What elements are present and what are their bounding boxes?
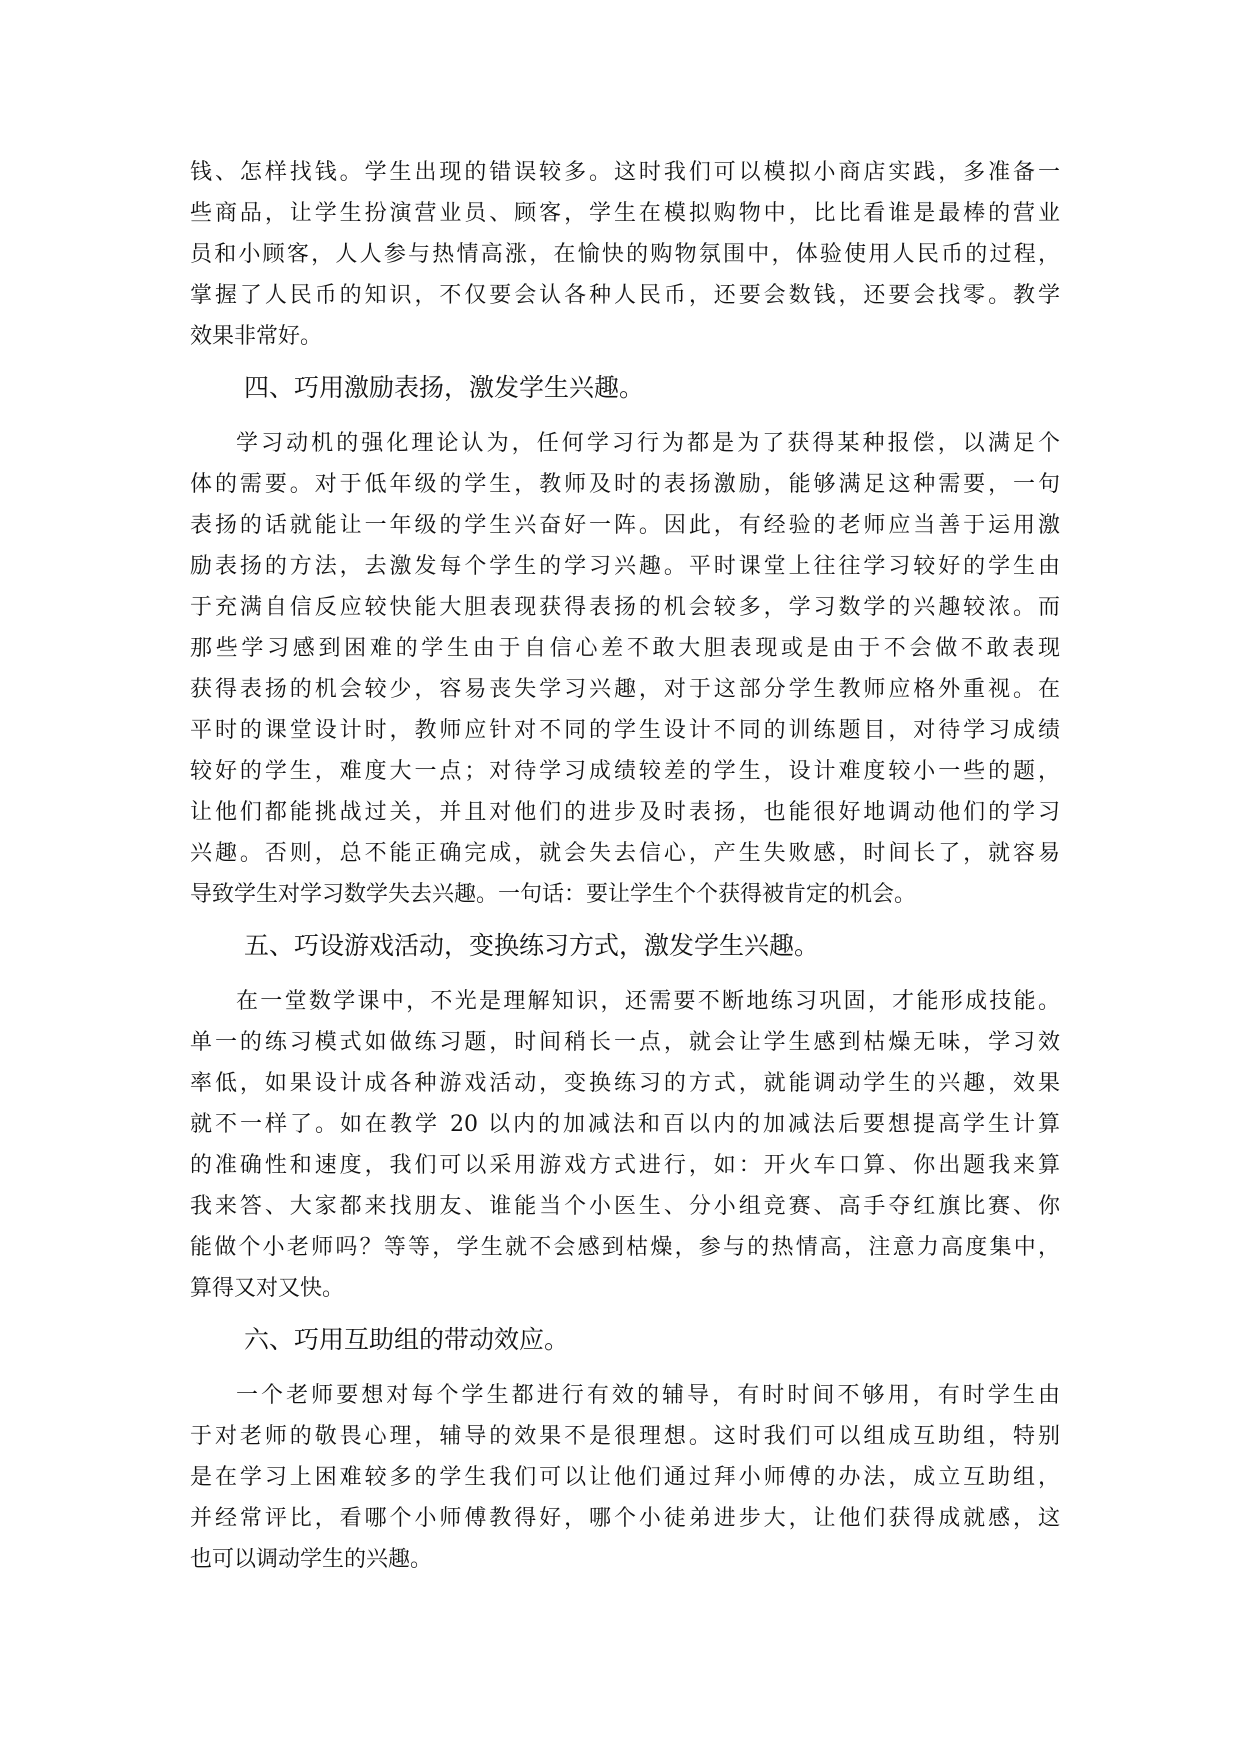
- text-line: 兴趣。否则，总不能正确完成，就会失去信心，产生失败感，时间长了，就容易: [190, 841, 1060, 866]
- text-line: 的准确性和速度，我们可以采用游戏方式进行，如：开火车口算、你出题我来算: [190, 1153, 1060, 1178]
- text-line: 表扬的话就能让一年级的学生兴奋好一阵。因此，有经验的老师应当善于运用激: [190, 513, 1060, 538]
- text-line: 能做个小老师吗？等等，学生就不会感到枯燥，参与的热情高，注意力高度集中，: [190, 1235, 1060, 1260]
- text-line: 于对老师的敬畏心理，辅导的效果不是很理想。这时我们可以组成互助组，特别: [190, 1424, 1060, 1449]
- text-line: 较好的学生，难度大一点；对待学习成绩较差的学生，设计难度较小一些的题，: [190, 759, 1060, 784]
- paragraph-mutual-help: [190, 1375, 1060, 1580]
- text-line: 一个老师要想对每个学生都进行有效的辅导，有时时间不够用，有时学生由: [236, 1383, 1060, 1408]
- section-heading-praise: 四、巧用激励表扬，激发学生兴趣。: [244, 373, 645, 402]
- text-line: 效果非常好。: [190, 324, 323, 349]
- text-line: 在一堂数学课中，不光是理解知识，还需要不断地练习巩固，才能形成技能。: [236, 989, 1060, 1014]
- section-heading-games: 五、巧设游戏活动，变换练习方式，激发学生兴趣。: [244, 931, 820, 960]
- text-line: 单一的练习模式如做练习题，时间稍长一点，就会让学生感到枯燥无味，学习效: [190, 1030, 1060, 1055]
- text-line: 那些学习感到困难的学生由于自信心差不敢大胆表现或是由于不会做不敢表现: [190, 636, 1060, 661]
- text-line: 学习动机的强化理论认为，任何学习行为都是为了获得某种报偿，以满足个: [236, 431, 1060, 456]
- paragraph-praise: [190, 423, 1060, 915]
- text-line: 获得表扬的机会较少，容易丧失学习兴趣，对于这部分学生教师应格外重视。在: [190, 677, 1060, 702]
- text-line: 掌握了人民币的知识，不仅要会认各种人民币，还要会数钱，还要会找零。教学: [190, 283, 1060, 308]
- text-line: 些商品，让学生扮演营业员、顾客，学生在模拟购物中，比比看谁是最棒的营业: [190, 201, 1060, 226]
- text-line: 我来答、大家都来找朋友、谁能当个小医生、分小组竞赛、高手夺红旗比赛、你: [190, 1194, 1060, 1219]
- text-line: 于充满自信反应较快能大胆表现获得表扬的机会较多，学习数学的兴趣较浓。而: [190, 595, 1060, 620]
- text-line: 员和小顾客，人人参与热情高涨，在愉快的购物氛围中，体验使用人民币的过程，: [190, 242, 1060, 267]
- text-line: 算得又对又快。: [190, 1276, 345, 1301]
- text-line: 就不一样了。如在教学 20 以内的加减法和百以内的加减法后要想提高学生计算: [190, 1112, 1060, 1137]
- section-heading-mutual-help: 六、巧用互助组的带动效应。: [244, 1325, 570, 1354]
- text-line: 体的需要。对于低年级的学生，教师及时的表扬激励，能够满足这种需要，一句: [190, 472, 1060, 497]
- text-line: 让他们都能挑战过关，并且对他们的进步及时表扬，也能很好地调动他们的学习: [190, 800, 1060, 825]
- paragraph-games: [190, 981, 1060, 1309]
- text-line: 率低，如果设计成各种游戏活动，变换练习的方式，就能调动学生的兴趣，效果: [190, 1071, 1060, 1096]
- text-line: 是在学习上困难较多的学生我们可以让他们通过拜小师傅的办法，成立互助组，: [190, 1465, 1060, 1490]
- text-line: 平时的课堂设计时，教师应针对不同的学生设计不同的训练题目，对待学习成绩: [190, 718, 1060, 743]
- text-line: 励表扬的方法，去激发每个学生的学习兴趣。平时课堂上往往学习较好的学生由: [190, 554, 1060, 579]
- paragraph-renminbi-practice: [190, 152, 1060, 357]
- text-line: 导致学生对学习数学失去兴趣。一句话：要让学生个个获得被肯定的机会。: [190, 882, 917, 907]
- text-line: 也可以调动学生的兴趣。: [190, 1547, 433, 1572]
- text-line: 钱、怎样找钱。学生出现的错误较多。这时我们可以模拟小商店实践，多准备一: [190, 160, 1060, 185]
- text-line: 并经常评比，看哪个小师傅教得好，哪个小徒弟进步大，让他们获得成就感，这: [190, 1506, 1060, 1531]
